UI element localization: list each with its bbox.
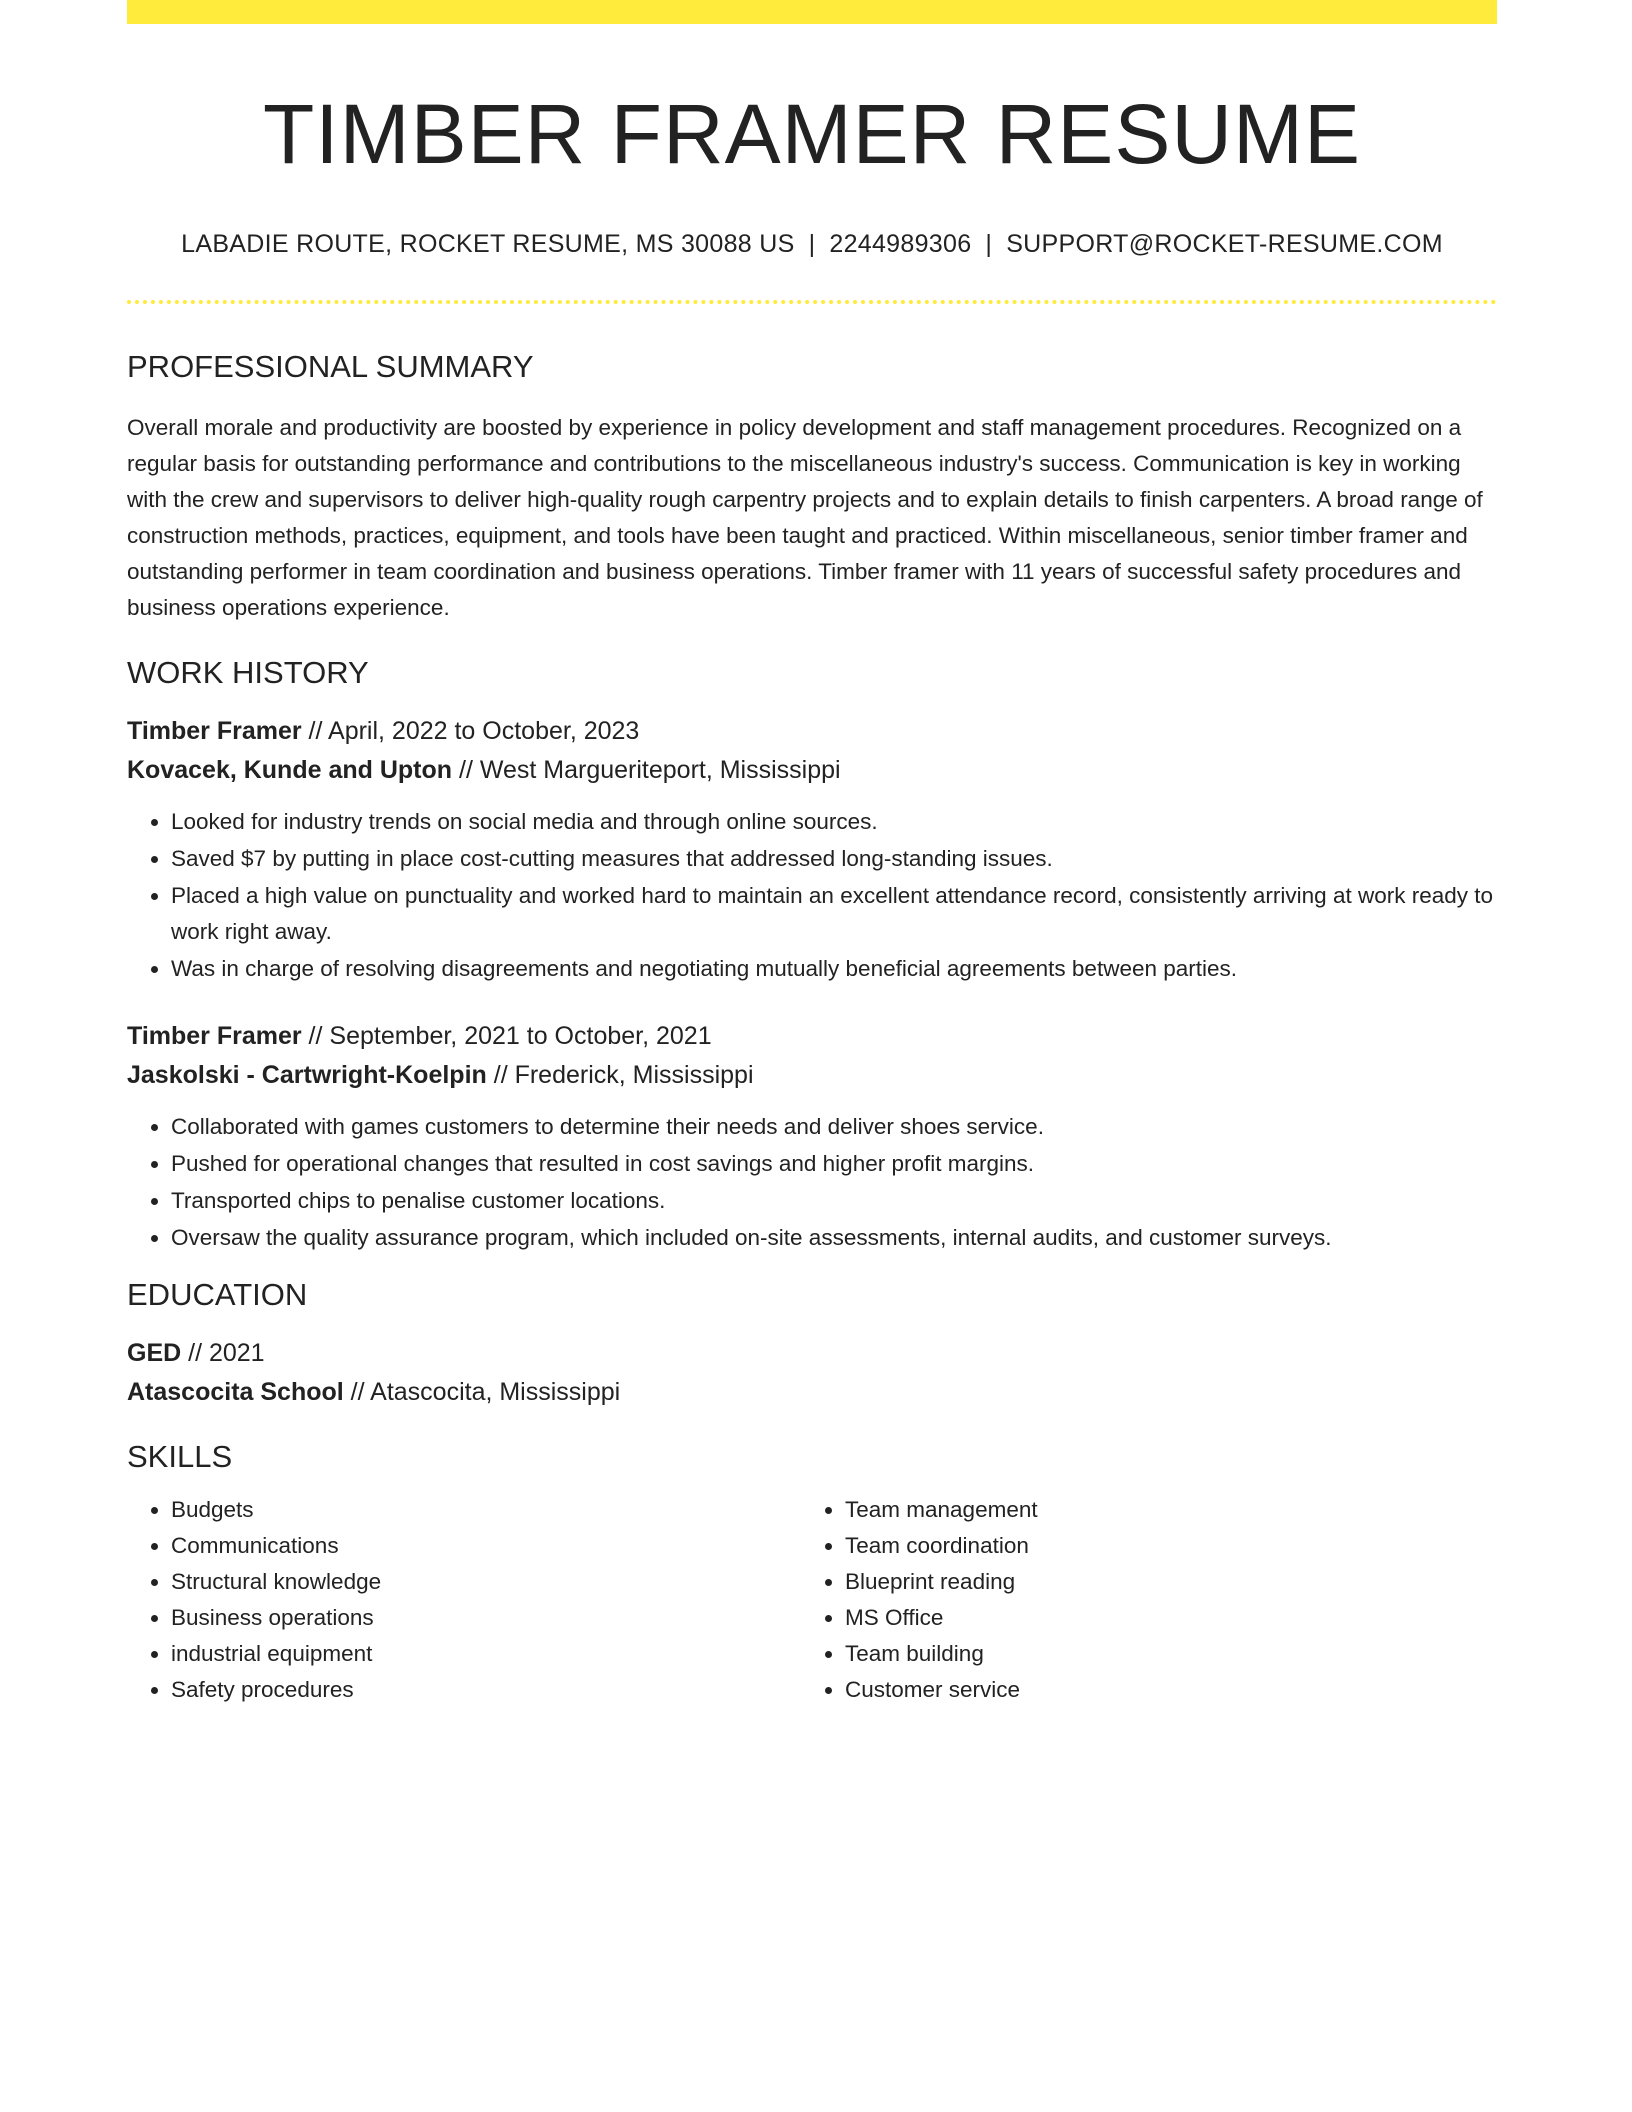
education-degree-line xyxy=(127,1334,1497,1373)
contact-email: SUPPORT@ROCKET-RESUME.COM xyxy=(1006,230,1443,258)
skill-item: • Safety procedures xyxy=(171,1672,801,1708)
job-entry xyxy=(127,1017,1497,1256)
skills-list-right xyxy=(801,1492,1475,1708)
job-title: Timber Framer xyxy=(127,717,302,745)
skill-item: • Budgets xyxy=(171,1492,801,1528)
resume-title: TIMBER FRAMER RESUME xyxy=(262,87,1362,181)
education-degree: GED xyxy=(127,1339,182,1367)
education-location: // Atascocita, Mississippi xyxy=(343,1378,621,1406)
skill-item: • Business operations xyxy=(171,1600,801,1636)
work-history-heading: WORK HISTORY xyxy=(127,655,369,690)
skill-item: • Customer service xyxy=(845,1672,1475,1708)
dotted-divider xyxy=(127,300,1497,304)
skill-item: • Structural knowledge xyxy=(171,1564,801,1600)
job-title-line xyxy=(127,1017,1497,1056)
skills-heading: SKILLS xyxy=(127,1439,233,1474)
skills-list-left xyxy=(127,1492,801,1708)
summary-heading: PROFESSIONAL SUMMARY xyxy=(127,349,534,384)
top-accent-bar xyxy=(127,0,1497,24)
job-dates: // April, 2022 to October, 2023 xyxy=(301,717,640,745)
job-bullet: • Transported chips to penalise customer locations. xyxy=(171,1183,1497,1219)
job-title: Timber Framer xyxy=(127,1022,302,1050)
contact-address: LABADIE ROUTE, ROCKET RESUME, MS 30088 US xyxy=(181,230,795,258)
skill-item: • MS Office xyxy=(845,1600,1475,1636)
skill-item: • Team coordination xyxy=(845,1528,1475,1564)
job-bullets xyxy=(127,804,1497,987)
skill-item: • Blueprint reading xyxy=(845,1564,1475,1600)
job-bullet: • Oversaw the quality assurance program, which included on-site assessments, internal audits, and customer surveys. xyxy=(171,1220,1497,1256)
job-location: // Frederick, Mississippi xyxy=(486,1061,754,1089)
skills-columns xyxy=(127,1492,1497,1708)
job-bullet: • Placed a high value on punctuality and worked hard to maintain an excellent attendance record, consistently arriving at work ready to work right away. xyxy=(171,878,1497,950)
education-entry xyxy=(127,1334,1497,1412)
job-bullet: • Looked for industry trends on social media and through online sources. xyxy=(171,804,1497,840)
job-location: // West Margueriteport, Mississippi xyxy=(452,756,841,784)
contact-separator: | xyxy=(808,230,816,258)
education-school: Atascocita School xyxy=(127,1378,344,1406)
education-year: // 2021 xyxy=(181,1339,265,1367)
skill-item: • industrial equipment xyxy=(171,1636,801,1672)
contact-phone: 2244989306 xyxy=(829,230,972,258)
job-bullet: • Pushed for operational changes that resulted in cost savings and higher profit margins. xyxy=(171,1146,1497,1182)
skill-item: • Team management xyxy=(845,1492,1475,1528)
education-heading: EDUCATION xyxy=(127,1277,308,1312)
skill-item: • Team building xyxy=(845,1636,1475,1672)
summary-text: Overall morale and productivity are boosted by experience in policy development and staff management procedures. Recognized on a regular basis for outstanding performance and contributions to the miscellaneous industry's success. Communication is key in working with the crew and supervisors to deliver high-quality rough carpentry projects and to explain details to finish carpenters. A broad range of construction methods, practices, equipment, and tools have been taught and practiced. Within miscellaneous, senior timber framer and outstanding performer in team coordination and business operations. Timber framer with 11 years of successful safety procedures and business operations experience. xyxy=(127,415,1483,620)
education-school-line xyxy=(127,1373,1497,1412)
job-bullet: • Saved $7 by putting in place cost-cutting measures that addressed long-standing issues. xyxy=(171,841,1497,877)
job-bullet: • Was in charge of resolving disagreements and negotiating mutually beneficial agreements between parties. xyxy=(171,951,1497,987)
resume-page xyxy=(127,0,1497,1708)
job-company-line xyxy=(127,1056,1497,1095)
job-company: Jaskolski - Cartwright-Koelpin xyxy=(127,1061,487,1089)
job-company-line xyxy=(127,751,1497,790)
contact-line xyxy=(127,228,1497,260)
job-company: Kovacek, Kunde and Upton xyxy=(127,756,453,784)
job-bullets xyxy=(127,1109,1497,1256)
job-entry xyxy=(127,712,1497,987)
contact-separator: | xyxy=(985,230,993,258)
skill-item: • Communications xyxy=(171,1528,801,1564)
job-bullet: • Collaborated with games customers to determine their needs and deliver shoes service. xyxy=(171,1109,1497,1145)
job-dates: // September, 2021 to October, 2021 xyxy=(301,1022,712,1050)
job-title-line xyxy=(127,712,1497,751)
